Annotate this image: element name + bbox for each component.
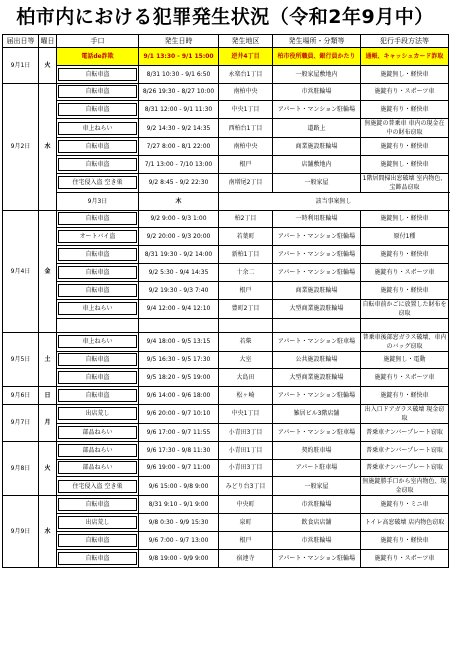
occurrence-datetime: 9/6 17:00 - 9/7 11:55 (139, 423, 219, 441)
crime-method (57, 318, 139, 332)
crime-method (57, 549, 139, 567)
table-row (3, 173, 449, 192)
occurrence-place: アパート・マンション駐輪場 (273, 246, 361, 264)
crime-means: 施錠無し・軽快車 (361, 155, 449, 173)
occurrence-place: アパート・マンション駐輪場 (273, 549, 361, 567)
occurrence-place: アパート・マンション駐輪場 (273, 101, 361, 119)
crime-means: 施錠有り・スポーツ車 (361, 263, 449, 281)
table-row (3, 228, 449, 246)
table-row (3, 332, 449, 351)
table-row (3, 281, 449, 299)
crime-method (57, 119, 139, 138)
occurrence-place: 市営駐輪場 (273, 531, 361, 549)
occurrence-datetime: 9/6 15:00 - 9/8 9:00 (139, 477, 219, 496)
occurrence-datetime: 9/6 14:00 - 9/6 18:00 (139, 387, 219, 405)
page-title: 柏市内における犯罪発生状況（令和2年9月中） (16, 6, 434, 28)
occurrence-area: 大島田 (219, 369, 273, 387)
crime-method (57, 423, 139, 441)
occurrence-area (219, 318, 273, 332)
occurrence-place: 市営駐輪場 (273, 496, 361, 514)
weekday: 火 (39, 441, 57, 496)
crime-method (57, 65, 139, 83)
crime-means: 施錠無し・電動 (361, 351, 449, 369)
crime-method (57, 496, 139, 514)
occurrence-datetime: 8/31 9:10 - 9/1 9:00 (139, 496, 219, 514)
occurrence-area: 十余二 (219, 263, 273, 281)
occurrence-datetime: 9/4 18:00 - 9/5 13:15 (139, 332, 219, 351)
crime-method-label: 自転車盗 (58, 353, 137, 366)
occurrence-datetime: 9/6 17:30 - 9/8 11:30 (139, 441, 219, 459)
table-row (3, 263, 449, 281)
weekday: 木 (139, 192, 219, 210)
crime-method (57, 101, 139, 119)
crime-method-label: 部品ねらい (58, 444, 137, 457)
crime-method-label: 自転車盗 (58, 498, 137, 511)
table-row (3, 299, 449, 318)
header-weekday: 曜日 (39, 35, 57, 48)
crime-means: 施錠有り・スポーツ車 (361, 83, 449, 101)
crime-method-label: 出店荒し (58, 516, 137, 529)
occurrence-place: 店舗敷地内 (273, 155, 361, 173)
occurrence-area: 中央1丁目 (219, 101, 273, 119)
table-row (3, 477, 449, 496)
crime-method-label: 車上ねらい (58, 335, 137, 348)
occurrence-place: アパート・マンション駐車場 (273, 423, 361, 441)
occurrence-place (273, 318, 361, 332)
crime-means: 施錠有り・軽快車 (361, 246, 449, 264)
occurrence-area: 中央町 (219, 496, 273, 514)
occurrence-place: 大型商業施設駐輪場 (273, 369, 361, 387)
crime-method (57, 48, 139, 66)
occurrence-area: 若柴 (219, 332, 273, 351)
occurrence-place: 商業施設駐輪場 (273, 138, 361, 156)
occurrence-datetime: 8/31 19:30 - 9/2 14:00 (139, 246, 219, 264)
occurrence-area: 南増尾2丁目 (219, 173, 273, 192)
occurrence-datetime: 9/2 20:00 - 9/3 20:00 (139, 228, 219, 246)
crime-method (57, 459, 139, 477)
crime-means: 普乗車ナンバープレート窃取 (361, 459, 449, 477)
table-row (3, 318, 449, 332)
occurrence-area: 豊町2丁目 (219, 299, 273, 318)
crime-means: 無施錠勝手口から室内物色、現金窃取 (362, 478, 447, 495)
occurrence-area: 柏2丁目 (219, 210, 273, 228)
occurrence-place: 市営駐輪場 (273, 83, 361, 101)
crime-method (57, 263, 139, 281)
crime-method-label: 部品ねらい (58, 426, 137, 439)
table-row (3, 192, 449, 210)
occurrence-datetime: 8/26 19:30 - 8/27 10:00 (139, 83, 219, 101)
occurrence-place: 大型商業施設駐輪場 (273, 299, 361, 318)
occurrence-place: 雑居ビル3階店舗 (273, 404, 361, 423)
crime-method (57, 155, 139, 173)
crime-method-label: オートバイ盗 (58, 230, 137, 243)
crime-method (57, 83, 139, 101)
crime-means: 施錠無し・軽快車 (361, 65, 449, 83)
occurrence-datetime: 9/5 16:30 - 9/5 17:30 (139, 351, 219, 369)
occurrence-area: 小青田3丁目 (219, 423, 273, 441)
header-method: 手口 (57, 35, 139, 48)
crime-means: 普乗車後部窓ガラス破壊、車内のバッグ窃取 (361, 332, 449, 351)
crime-method-label: 自転車盗 (58, 103, 137, 116)
occurrence-datetime: 9/6 7:00 - 9/7 13:00 (139, 531, 219, 549)
occurrence-datetime: 9/8 0:30 - 9/9 15:30 (139, 514, 219, 532)
occurrence-datetime: 7/27 8:00 - 8/1 22:00 (139, 138, 219, 156)
occurrence-place: アパート駐車場 (273, 459, 361, 477)
table-row (3, 423, 449, 441)
crime-method-label: 車上ねらい (58, 302, 137, 315)
occurrence-place: 一般家屋敷地内 (273, 65, 361, 83)
crime-method (57, 299, 139, 318)
crime-method (57, 228, 139, 246)
crime-means: 施錠有り・軽快車 (361, 138, 449, 156)
header-means: 犯行手段方法等 (361, 35, 449, 48)
occurrence-place: 契約駐車場 (273, 441, 361, 459)
crime-method (57, 531, 139, 549)
crime-method-label: 自転車盗 (58, 158, 137, 171)
report-date: 9月2日 (3, 83, 39, 210)
crime-method (57, 332, 139, 351)
occurrence-place: 一時利用駐輪場 (273, 210, 361, 228)
crime-method (57, 281, 139, 299)
occurrence-datetime: 8/31 12:00 - 9/1 11:30 (139, 101, 219, 119)
occurrence-datetime: 9/2 14:30 - 9/2 14:35 (139, 119, 219, 138)
crime-method (57, 369, 139, 387)
report-date: 9月9日 (3, 496, 39, 567)
weekday: 土 (39, 332, 57, 387)
table-row (3, 101, 449, 119)
header-datetime: 発生日時 (139, 35, 219, 48)
occurrence-place: 公共施設駐輪場 (273, 351, 361, 369)
occurrence-area: 逆井4丁目 (219, 48, 273, 66)
occurrence-area: 中央1丁目 (219, 404, 273, 423)
crime-method-label: 自転車盗 (58, 284, 137, 297)
occurrence-place: 一般家屋 (273, 173, 361, 192)
table-row (3, 514, 449, 532)
occurrence-datetime: 7/1 13:00 - 7/10 13:00 (139, 155, 219, 173)
occurrence-area: 宿連寺 (219, 549, 273, 567)
occurrence-area: 永楽台1丁目 (219, 65, 273, 83)
occurrence-area: 根戸 (219, 281, 273, 299)
occurrence-place: 柏市役所職員、銀行員かたり (273, 48, 361, 66)
occurrence-place: 飲食店店舗 (273, 514, 361, 532)
crime-method-label: 出店荒し (58, 407, 137, 420)
crime-method-label: 自転車盗 (58, 68, 137, 81)
table-row (3, 119, 449, 138)
crime-means: 普乗車ナンバープレート窃取 (361, 423, 449, 441)
crime-method-label: 自転車盗 (58, 552, 137, 565)
occurrence-datetime: 8/31 10:30 - 9/1 6:50 (139, 65, 219, 83)
table-row (3, 83, 449, 101)
table-row (3, 155, 449, 173)
crime-method-label: 自転車盗 (58, 534, 137, 547)
occurrence-place: 道路上 (273, 119, 361, 138)
crime-method-label: 部品ねらい (58, 461, 137, 474)
crime-means: 施錠有り・スポーツ車 (361, 549, 449, 567)
occurrence-area: 小青田1丁目 (219, 441, 273, 459)
crime-table (2, 34, 449, 568)
crime-method (57, 246, 139, 264)
table-row (3, 351, 449, 369)
crime-method (57, 138, 139, 156)
crime-method-label: 自転車盗 (58, 266, 137, 279)
occurrence-datetime: 9/6 19:00 - 9/7 11:00 (139, 459, 219, 477)
occurrence-area: 泉町 (219, 514, 273, 532)
crime-method-label: 自転車盗 (58, 212, 137, 225)
report-date: 9月4日 (3, 210, 39, 332)
occurrence-datetime: 9/1 13:30 - 9/1 15:00 (139, 48, 219, 66)
header-place: 発生場所・分類等 (273, 35, 361, 48)
crime-means: 原付1種 (361, 228, 449, 246)
occurrence-area: 根戸 (219, 155, 273, 173)
report-date: 9月6日 (3, 387, 39, 405)
occurrence-datetime: 9/2 8:45 - 9/2 22:30 (139, 173, 219, 192)
crime-method (57, 210, 139, 228)
table-row (3, 369, 449, 387)
header-area: 発生地区 (219, 35, 273, 48)
occurrence-area: 南柏中央 (219, 138, 273, 156)
crime-method (57, 514, 139, 532)
crime-method-label: 自転車盗 (58, 140, 137, 153)
report-date: 9月3日 (57, 192, 139, 210)
crime-means: 1階居間掃出窓破壊 室内物色、宝飾品窃取 (361, 173, 449, 192)
table-row (3, 496, 449, 514)
occurrence-place: 商業施設駐輪場 (273, 281, 361, 299)
crime-means: 無施錠の普乗車 車内の現金在中の財布窃取 (361, 119, 449, 138)
occurrence-datetime (139, 318, 219, 332)
occurrence-datetime: 9/6 20:00 - 9/7 10:10 (139, 404, 219, 423)
occurrence-area: 若葉町 (219, 228, 273, 246)
occurrence-datetime: 9/2 19:30 - 9/3 7:40 (139, 281, 219, 299)
table-row (3, 404, 449, 423)
occurrence-place: アパート・マンション駐輪場 (273, 387, 361, 405)
crime-method-label: 自転車盗 (58, 85, 137, 98)
crime-means: 施錠有り・軽快車 (361, 281, 449, 299)
table-row (3, 210, 449, 228)
occurrence-place: アパート・マンション駐輪場 (273, 263, 361, 281)
crime-method-label: 電話de詐欺 (81, 52, 114, 60)
crime-means: 施錠無し・軽快車 (361, 210, 449, 228)
weekday: 日 (39, 387, 57, 405)
crime-method-label: 住宅侵入盗 空き巣 (58, 176, 137, 189)
table-row (3, 387, 449, 405)
crime-means: 出入口ドアガラス破壊 現金窃取 (361, 404, 449, 423)
occurrence-area: 南柏中央 (219, 83, 273, 101)
table-row (3, 459, 449, 477)
report-date: 9月7日 (3, 404, 39, 441)
crime-method-label: 車上ねらい (58, 122, 137, 135)
crime-means: 施錠有り・軽快車 (361, 387, 449, 405)
occurrence-area: 松ヶ崎 (219, 387, 273, 405)
table-row (3, 549, 449, 567)
report-date: 9月8日 (3, 441, 39, 496)
header-row (3, 35, 449, 48)
no-incident-note: 該当事案無し (219, 192, 449, 210)
weekday: 水 (39, 496, 57, 567)
occurrence-area: 大室 (219, 351, 273, 369)
crime-means: 施錠有り・軽快車 (361, 531, 449, 549)
table-row (3, 441, 449, 459)
crime-method (57, 441, 139, 459)
weekday: 水 (39, 83, 57, 210)
occurrence-place: 一般家屋 (273, 477, 361, 496)
occurrence-datetime: 9/5 18:20 - 9/5 19:00 (139, 369, 219, 387)
weekday: 月 (39, 404, 57, 441)
crime-method (57, 173, 139, 192)
crime-means: 普乗車ナンバープレート窃取 (361, 441, 449, 459)
crime-method (57, 351, 139, 369)
occurrence-area: 新柏1丁目 (219, 246, 273, 264)
occurrence-datetime: 9/8 19:00 - 9/9 9:00 (139, 549, 219, 567)
crime-means: 施錠有り・ミニ車 (361, 496, 449, 514)
crime-method (57, 477, 139, 496)
crime-method-label: 自転車盗 (58, 248, 137, 261)
crime-means: トイレ高窓破壊 店内物色窃取 (361, 514, 449, 532)
report-date: 9月5日 (3, 332, 39, 387)
crime-method-label: 自転車盗 (58, 371, 137, 384)
table-row (3, 246, 449, 264)
crime-method-label: 住宅侵入盗 空き巣 (58, 480, 137, 493)
report-date: 9月1日 (3, 48, 39, 84)
table-row (3, 138, 449, 156)
occurrence-place: アパート・マンション駐輪場 (273, 228, 361, 246)
crime-means (361, 318, 449, 332)
crime-method-label: 自転車盗 (58, 389, 137, 402)
header-date: 届出日等 (3, 35, 39, 48)
table-row (3, 531, 449, 549)
crime-method (57, 404, 139, 423)
crime-method (57, 387, 139, 405)
occurrence-datetime: 9/2 5:30 - 9/4 14:35 (139, 263, 219, 281)
weekday: 金 (39, 210, 57, 332)
occurrence-area: 西柏台1丁目 (219, 119, 273, 138)
crime-means: 施錠有り・スポーツ車 (361, 369, 449, 387)
occurrence-area: 小青田3丁目 (219, 459, 273, 477)
occurrence-datetime: 9/4 12:00 - 9/4 12:10 (139, 299, 219, 318)
occurrence-datetime: 9/2 9:00 - 9/3 1:00 (139, 210, 219, 228)
crime-means: 通帳、キャッシュカード詐取 (361, 48, 449, 66)
occurrence-area: 根戸 (219, 531, 273, 549)
crime-means: 自転車前かごに放置した財布を窃取 (362, 300, 447, 317)
occurrence-place: アパート・マンション駐車場 (273, 332, 361, 351)
weekday: 火 (39, 48, 57, 84)
occurrence-area: みどり台3丁目 (219, 477, 273, 496)
table-row (3, 48, 449, 66)
table-row (3, 65, 449, 83)
crime-means: 施錠有り・軽快車 (361, 101, 449, 119)
